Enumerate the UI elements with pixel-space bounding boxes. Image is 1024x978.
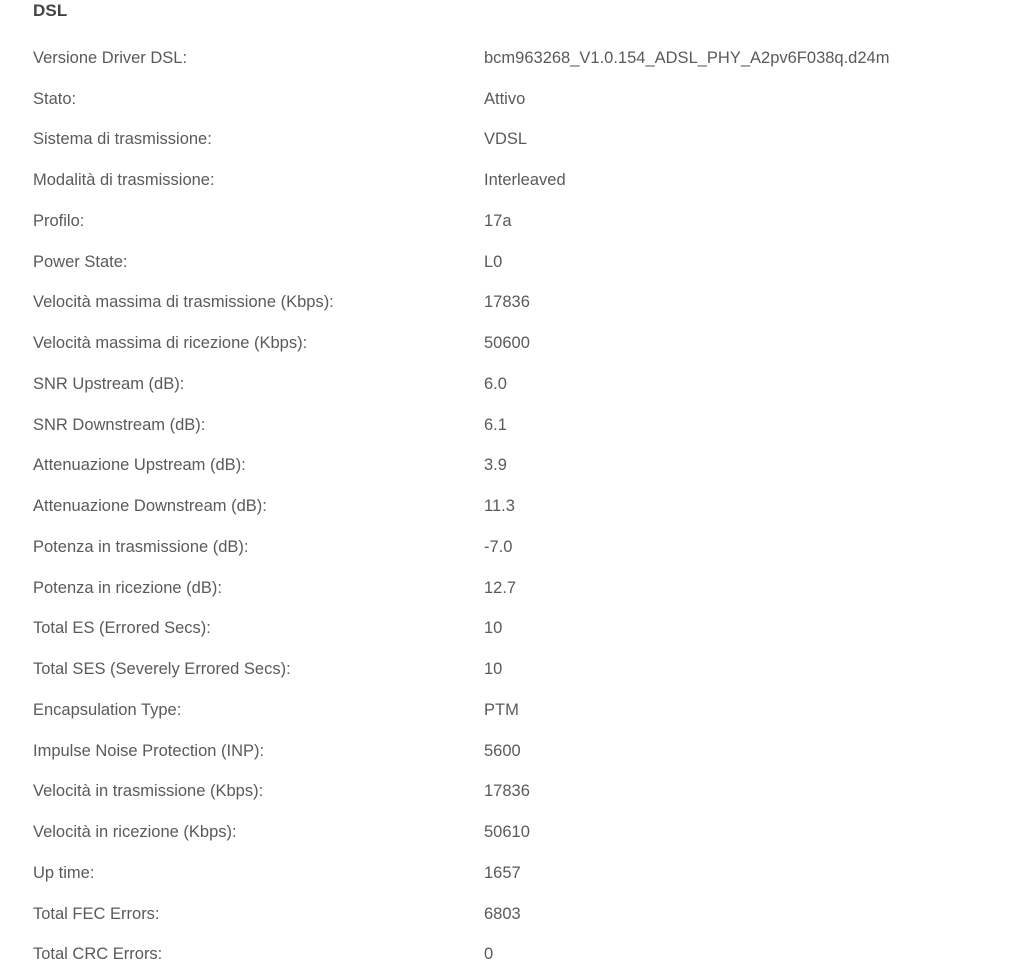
info-label: Stato: bbox=[33, 89, 77, 108]
info-row-attenuation-upstream bbox=[33, 446, 993, 487]
info-value: 17a bbox=[484, 211, 512, 230]
info-value: 5600 bbox=[484, 741, 521, 760]
info-label: Velocità massima di ricezione (Kbps): bbox=[33, 334, 308, 353]
info-value: 50610 bbox=[484, 823, 530, 842]
info-row-up-time bbox=[33, 853, 993, 894]
info-row-upstream-rate bbox=[33, 772, 993, 813]
info-value: -7.0 bbox=[484, 537, 513, 556]
info-row-status bbox=[33, 79, 993, 120]
info-label: Encapsulation Type: bbox=[33, 700, 182, 719]
info-value: 6.0 bbox=[484, 374, 507, 393]
info-value: 0 bbox=[484, 945, 494, 964]
info-value: 10 bbox=[484, 660, 503, 679]
info-value: 12.7 bbox=[484, 578, 517, 597]
info-label: Velocità in ricezione (Kbps): bbox=[33, 823, 237, 842]
info-value: PTM bbox=[484, 700, 519, 719]
info-label: Up time: bbox=[33, 863, 95, 882]
info-label: SNR Upstream (dB): bbox=[33, 374, 185, 393]
info-label: Potenza in ricezione (dB): bbox=[33, 578, 222, 597]
info-row-transmission-mode bbox=[33, 160, 993, 201]
info-row-tx-power bbox=[33, 527, 993, 568]
info-row-profile bbox=[33, 201, 993, 242]
info-value: L0 bbox=[484, 252, 503, 271]
info-row-snr-upstream bbox=[33, 364, 993, 405]
info-row-snr-downstream bbox=[33, 405, 993, 446]
info-value: 17836 bbox=[484, 293, 530, 312]
info-label: Versione Driver DSL: bbox=[33, 48, 188, 67]
info-label: Impulse Noise Protection (INP): bbox=[33, 741, 265, 760]
info-value: Attivo bbox=[484, 89, 526, 108]
info-row-total-es bbox=[33, 609, 993, 650]
info-value: 3.9 bbox=[484, 456, 507, 475]
info-label: Attenuazione Upstream (dB): bbox=[33, 456, 246, 475]
info-value: bcm963268_V1.0.154_ADSL_PHY_A2pv6F038q.d24m bbox=[484, 48, 890, 67]
info-row-crc-errors bbox=[33, 935, 993, 976]
info-row-attenuation-downstream bbox=[33, 486, 993, 527]
info-row-transmission-system bbox=[33, 120, 993, 161]
section-title: DSL bbox=[33, 1, 68, 20]
info-label: Sistema di trasmissione: bbox=[33, 130, 212, 149]
dsl-info-section bbox=[33, 0, 993, 975]
info-value: 1657 bbox=[484, 863, 521, 882]
info-label: Total SES (Severely Errored Secs): bbox=[33, 660, 291, 679]
info-row-encapsulation-type bbox=[33, 690, 993, 731]
info-value: 50600 bbox=[484, 334, 530, 353]
info-value: 10 bbox=[484, 619, 503, 638]
info-label: Total CRC Errors: bbox=[33, 945, 163, 964]
info-value: 11.3 bbox=[484, 497, 515, 516]
info-label: Total ES (Errored Secs): bbox=[33, 619, 211, 638]
info-value: VDSL bbox=[484, 130, 528, 149]
info-row-max-downstream-rate bbox=[33, 323, 993, 364]
info-label: Modalità di trasmissione: bbox=[33, 171, 215, 190]
info-value: Interleaved bbox=[484, 171, 566, 190]
info-row-fec-errors bbox=[33, 894, 993, 935]
info-label: Profilo: bbox=[33, 211, 85, 230]
info-label: Attenuazione Downstream (dB): bbox=[33, 497, 267, 516]
info-row-driver-version bbox=[33, 38, 993, 79]
info-label: Velocità in trasmissione (Kbps): bbox=[33, 782, 264, 801]
info-value: 6.1 bbox=[484, 415, 507, 434]
info-label: SNR Downstream (dB): bbox=[33, 415, 206, 434]
info-label: Velocità massima di trasmissione (Kbps): bbox=[33, 293, 334, 312]
info-label: Power State: bbox=[33, 252, 128, 271]
info-value: 6803 bbox=[484, 904, 521, 923]
info-row-max-upstream-rate bbox=[33, 283, 993, 324]
info-row-inp bbox=[33, 731, 993, 772]
info-label: Potenza in trasmissione (dB): bbox=[33, 537, 249, 556]
info-value: 17836 bbox=[484, 782, 530, 801]
info-row-rx-power bbox=[33, 568, 993, 609]
info-row-downstream-rate bbox=[33, 812, 993, 853]
info-row-total-ses bbox=[33, 649, 993, 690]
info-row-power-state bbox=[33, 242, 993, 283]
dsl-info-list bbox=[33, 38, 993, 975]
info-label: Total FEC Errors: bbox=[33, 904, 160, 923]
